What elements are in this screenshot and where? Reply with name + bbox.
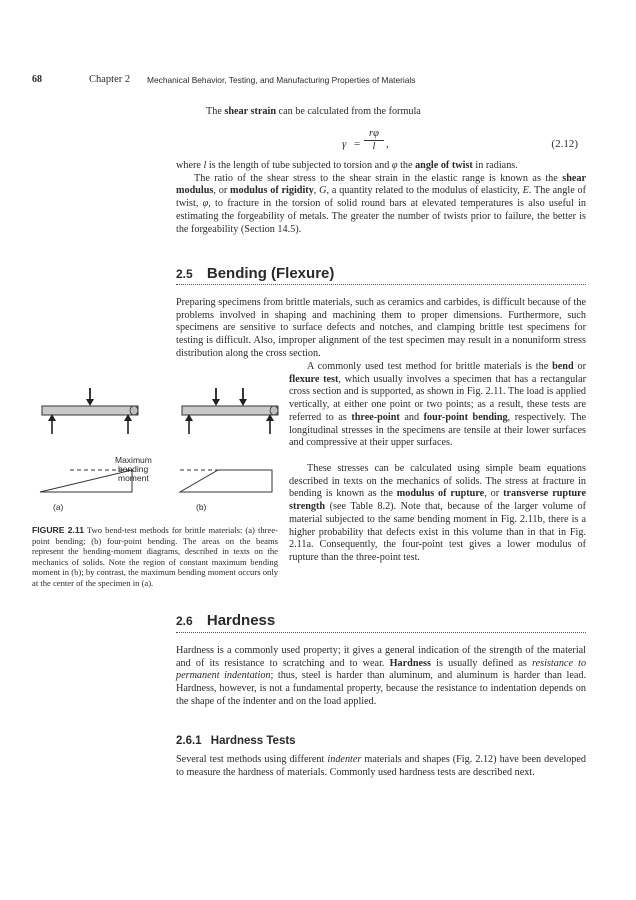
subsection-number: 2.6.1 bbox=[176, 735, 202, 747]
equation-2-12: γ = $\frac{r\varphi}{l}$ , (2.12) bbox=[342, 128, 578, 152]
figure-caption bbox=[32, 525, 278, 589]
equation-numerator: rφ bbox=[364, 128, 384, 141]
paragraph-hardness: Hardness is a commonly used property; it gives a general indication of the strength of the material and of its resistance to scratching and to wear. Hardness is usually defined as resistance to permanent indentation; thus, steel is harder than aluminum, and aluminum is harder than lead. Hardness, however, is not a fundamental property, because the resistance to indentation depends on the shape of the indenter and on the load applied. bbox=[176, 645, 587, 707]
section-2-5-heading bbox=[176, 265, 334, 282]
figure-number: FIGURE 2.11 bbox=[32, 525, 85, 535]
intro-line: The shear strain can be calculated from the formula bbox=[206, 106, 421, 117]
equation-fraction bbox=[364, 128, 384, 152]
load-arrow-head bbox=[239, 399, 247, 406]
shear-strain-term: shear strain bbox=[224, 106, 276, 117]
section-2-6-1-heading bbox=[176, 735, 296, 747]
subsection-title: Hardness Tests bbox=[210, 735, 296, 747]
section-number: 2.6 bbox=[176, 614, 193, 628]
bending-moment-trapezoid bbox=[180, 470, 272, 492]
chapter-label: Chapter 2 bbox=[89, 74, 131, 85]
paragraph-modulus-of-rupture: These stresses can be calculated using simple beam equations described in texts on the mechanics of solids. The stress at fracture in bending is known as the modulus of rupture, or transverse rupture strength (see Table 8.2). Note that, because of the larger volume of material subjected to the same bending moment in Fig. 2.11b, there is a higher probability that defects exist in this volume than in that in Fig. 2.11a. Consequently, the four-point test gives a lower modulus of rupture than the three-point test. bbox=[289, 463, 586, 563]
section-rule bbox=[176, 632, 586, 633]
section-rule bbox=[176, 284, 586, 285]
section-title: Bending (Flexure) bbox=[206, 265, 335, 282]
beam-end bbox=[130, 406, 138, 415]
chapter-title: Mechanical Behavior, Testing, and Manufacturing Properties of Materials bbox=[147, 75, 416, 85]
equation-denominator: l bbox=[372, 141, 376, 152]
label-moment: moment bbox=[118, 473, 149, 483]
figure-2-11 bbox=[32, 388, 282, 520]
label-bending: bending bbox=[118, 464, 149, 474]
four-point-bending-diagram bbox=[180, 388, 278, 492]
beam bbox=[182, 406, 278, 415]
paragraph-bend-test: A commonly used test method for brittle materials is the bend or flexure test, which usually involves a specimen that has a rectangular cross section and is supported, as shown in Fig. 2.11. The load is applied vertically, at either one point or two points; as a result, these tests are referred to as three-point and four-point bending, respectively. The longitudinal stresses in the specimens are tensile at their lower surfaces and compressive at their upper surfaces. bbox=[289, 361, 587, 449]
section-2-6-heading bbox=[176, 612, 275, 629]
equation-number: (2.12) bbox=[551, 138, 578, 150]
beam-end bbox=[270, 406, 278, 415]
section-title: Hardness bbox=[206, 612, 276, 629]
paragraph-hardness-tests: Several test methods using different indenter materials and shapes (Fig. 2.12) have been developed to measure the hardness of materials. Commonly used hardness tests are described next. bbox=[176, 754, 586, 778]
load-arrow-head bbox=[212, 399, 220, 406]
label-maximum: Maximum bbox=[115, 455, 152, 465]
page-number: 68 bbox=[32, 74, 42, 85]
section-number: 2.5 bbox=[176, 267, 193, 281]
load-arrow-head bbox=[86, 399, 94, 406]
paragraph-shear-modulus: where l is the length of tube subjected to torsion and φ the angle of twist in radians. The ratio of the shear stress to the shear strain in the elastic range is known as the shear modulus, or modulus of rigidity, G, a quantity related to the modulus of elasticity, E. The angle of twist, φ, to fracture in the torsion of solid round bars at elevated temperatures is also useful in estimating the forgeability of metals. The greater the number of twists prior to failure, the better is the forgeability (Section 14.5). bbox=[176, 160, 587, 235]
label-b: (b) bbox=[196, 502, 207, 512]
beam bbox=[42, 406, 138, 415]
label-a: (a) bbox=[53, 502, 64, 512]
caption-text: Two bend-test methods for brittle materials: (a) three-point bending; (b) four-point bending. The areas on the beams represent the bending-moment diagrams, described in texts on the mechanics of solids. Note the region of constant maximum bending moment in (b); by contrast, the maximum bending moment occurs only at the center of the specimen in (a). bbox=[32, 525, 278, 588]
equation-lhs: γ bbox=[342, 138, 347, 150]
paragraph-brittle-specimens: Preparing specimens from brittle materials, such as ceramics and carbides, is difficult because of the problems involved in shaping and machining them to proper dimensions. Furthermore, such specimens are sensitive to surface defects and notches, and clamping brittle test specimens for testing is difficult. Also, improper alignment of the test specimen may result in a nonuniform stress distribution along the cross section. bbox=[176, 297, 586, 359]
